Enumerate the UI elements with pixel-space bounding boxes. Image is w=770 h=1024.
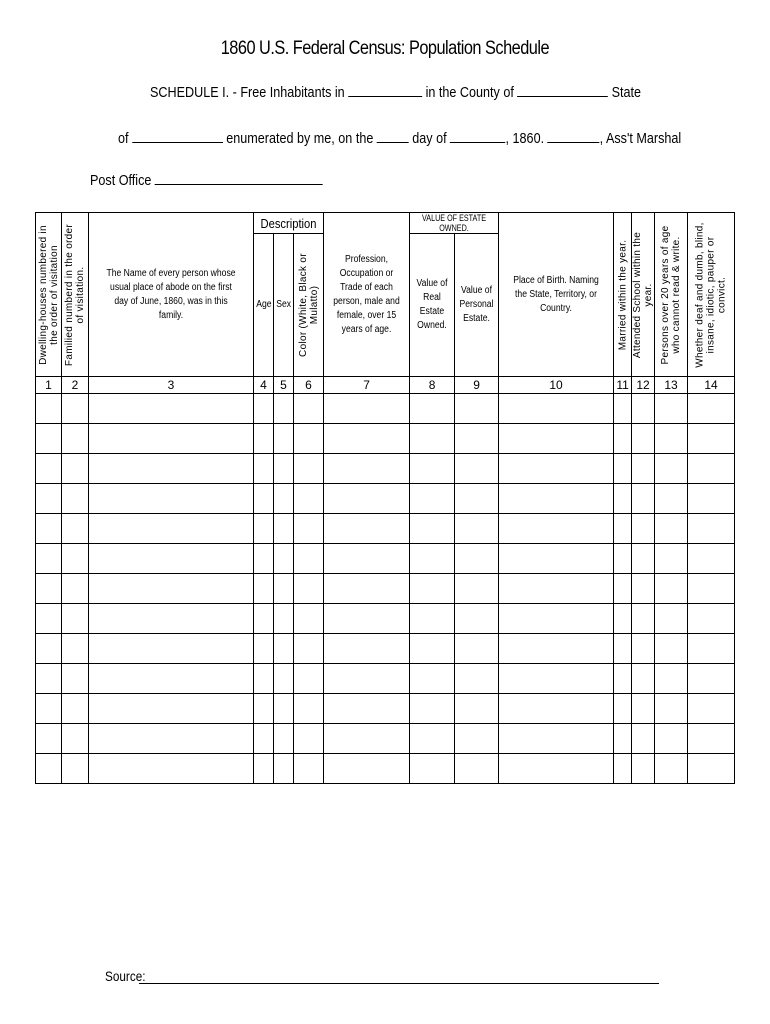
header-disability: Whether deaf and dumb, blind, insane, idiotic, pauper or convict. <box>688 213 735 377</box>
column-number: 11 <box>614 377 632 394</box>
entry-cell[interactable] <box>688 514 735 544</box>
month-blank[interactable] <box>450 130 505 143</box>
entry-cell[interactable] <box>89 604 254 634</box>
entry-cell[interactable] <box>614 424 632 454</box>
entry-cell[interactable] <box>688 424 735 454</box>
header-married: Married within the year. <box>614 213 632 377</box>
enumeration-line <box>118 130 770 147</box>
entry-cell[interactable] <box>62 574 89 604</box>
entry-cell[interactable] <box>499 604 614 634</box>
entry-cell[interactable] <box>655 394 688 424</box>
entry-cell[interactable] <box>62 394 89 424</box>
table-row <box>36 424 735 454</box>
entry-cell[interactable] <box>274 514 294 544</box>
entry-cell[interactable] <box>455 514 499 544</box>
entry-cell[interactable] <box>62 544 89 574</box>
entry-cell[interactable] <box>499 394 614 424</box>
entry-cell[interactable] <box>324 424 410 454</box>
entry-cell[interactable] <box>410 484 455 514</box>
entry-cell[interactable] <box>254 484 274 514</box>
entry-cell[interactable] <box>89 724 254 754</box>
entry-cell[interactable] <box>632 514 655 544</box>
entry-cell[interactable] <box>499 754 614 784</box>
entry-cell[interactable] <box>632 754 655 784</box>
header-dwelling: Dwelling-houses numbered in the order of visitation <box>36 213 62 377</box>
entry-cell[interactable] <box>62 424 89 454</box>
table-row <box>36 634 735 664</box>
entry-cell[interactable] <box>455 724 499 754</box>
column-number: 9 <box>455 377 499 394</box>
entry-cell[interactable] <box>499 694 614 724</box>
entry-cell[interactable] <box>499 664 614 694</box>
entry-cell[interactable] <box>62 664 89 694</box>
entry-cell[interactable] <box>36 394 62 424</box>
entry-cell[interactable] <box>89 484 254 514</box>
post-office-label: Post Office <box>90 172 152 189</box>
entry-cell[interactable] <box>294 544 324 574</box>
entry-cell[interactable] <box>254 394 274 424</box>
entry-cell[interactable] <box>36 424 62 454</box>
table-row <box>36 694 735 724</box>
entry-cell[interactable] <box>62 604 89 634</box>
table-row <box>36 664 735 694</box>
entry-cell[interactable] <box>324 634 410 664</box>
entry-cell[interactable] <box>324 514 410 544</box>
header-real-estate: Value of Real Estate Owned. <box>410 234 455 377</box>
entry-cell[interactable] <box>688 754 735 784</box>
entry-cell[interactable] <box>62 454 89 484</box>
entry-cell[interactable] <box>499 724 614 754</box>
entry-cell[interactable] <box>36 454 62 484</box>
header-profession: Profession, Occupation or Trade of each person, male and female, over 15 years of age. <box>324 213 410 377</box>
entry-cell[interactable] <box>455 694 499 724</box>
entry-cell[interactable] <box>410 514 455 544</box>
schedule-line <box>150 84 735 101</box>
entry-cell[interactable] <box>274 724 294 754</box>
entry-cell[interactable] <box>632 454 655 484</box>
entry-cell[interactable] <box>254 514 274 544</box>
enumerated-label: enumerated by me, on the <box>226 130 374 147</box>
column-number: 2 <box>62 377 89 394</box>
entry-cell[interactable] <box>294 754 324 784</box>
entry-cell[interactable] <box>324 724 410 754</box>
entry-cell[interactable] <box>294 604 324 634</box>
entry-cell[interactable] <box>324 394 410 424</box>
entry-cell[interactable] <box>274 394 294 424</box>
entry-cell[interactable] <box>294 424 324 454</box>
source-blank[interactable] <box>139 971 659 984</box>
entry-cell[interactable] <box>455 604 499 634</box>
entry-cell[interactable] <box>688 634 735 664</box>
header-name: The Name of every person whose usual place of abode on the first day of June, 1860, was in this family. <box>89 213 254 377</box>
column-number: 1 <box>36 377 62 394</box>
county-blank[interactable] <box>517 84 608 97</box>
entry-cell[interactable] <box>294 664 324 694</box>
entry-cell[interactable] <box>324 664 410 694</box>
post-office-line <box>90 172 367 189</box>
entry-cell[interactable] <box>410 544 455 574</box>
entry-cell[interactable] <box>410 424 455 454</box>
entry-cell[interactable] <box>632 694 655 724</box>
entry-cell[interactable] <box>89 394 254 424</box>
entry-cell[interactable] <box>36 604 62 634</box>
entry-cell[interactable] <box>294 484 324 514</box>
entry-cell[interactable] <box>36 694 62 724</box>
entry-cell[interactable] <box>655 634 688 664</box>
table-row <box>36 514 735 544</box>
entry-cell[interactable] <box>614 484 632 514</box>
entry-cell[interactable] <box>324 604 410 634</box>
entry-cell[interactable] <box>254 754 274 784</box>
entry-cell[interactable] <box>655 754 688 784</box>
entry-cell[interactable] <box>614 454 632 484</box>
entry-cell[interactable] <box>655 724 688 754</box>
entry-cell[interactable] <box>632 544 655 574</box>
entry-cell[interactable] <box>655 574 688 604</box>
marshal-blank[interactable] <box>548 130 600 143</box>
entry-cell[interactable] <box>688 544 735 574</box>
column-number: 13 <box>655 377 688 394</box>
entry-cell[interactable] <box>62 694 89 724</box>
entry-cell[interactable] <box>36 664 62 694</box>
header-estate: VALUE OF ESTATE OWNED. <box>410 213 499 234</box>
entry-cell[interactable] <box>410 604 455 634</box>
entry-cell[interactable] <box>688 394 735 424</box>
page-title: 1860 U.S. Federal Census: Population Schedule <box>220 38 550 59</box>
entry-cell[interactable] <box>294 694 324 724</box>
entry-cell[interactable] <box>89 514 254 544</box>
entry-cell[interactable] <box>688 574 735 604</box>
entry-cell[interactable] <box>324 484 410 514</box>
entry-cell[interactable] <box>688 604 735 634</box>
entry-cell[interactable] <box>499 514 614 544</box>
entry-cell[interactable] <box>614 544 632 574</box>
entry-cell[interactable] <box>274 544 294 574</box>
entry-cell[interactable] <box>455 574 499 604</box>
entry-cell[interactable] <box>499 634 614 664</box>
entry-cell[interactable] <box>274 634 294 664</box>
entry-cell[interactable] <box>274 424 294 454</box>
entry-cell[interactable] <box>614 394 632 424</box>
entry-cell[interactable] <box>655 664 688 694</box>
entry-cell[interactable] <box>655 484 688 514</box>
of-label: of <box>118 130 129 147</box>
entry-cell[interactable] <box>254 544 274 574</box>
entry-cell[interactable] <box>455 394 499 424</box>
schedule-prefix: SCHEDULE I. - Free Inhabitants in <box>150 84 345 101</box>
header-sex: Sex <box>274 234 294 377</box>
column-number: 3 <box>89 377 254 394</box>
day-blank[interactable] <box>377 130 409 143</box>
entry-cell[interactable] <box>62 754 89 784</box>
header-row <box>36 213 735 234</box>
column-number: 8 <box>410 377 455 394</box>
data-rows <box>36 394 735 784</box>
entry-cell[interactable] <box>499 484 614 514</box>
entry-cell[interactable] <box>632 724 655 754</box>
entry-cell[interactable] <box>294 454 324 484</box>
entry-cell[interactable] <box>62 724 89 754</box>
header-description: Description <box>254 213 324 234</box>
entry-cell[interactable] <box>274 664 294 694</box>
entry-cell[interactable] <box>89 544 254 574</box>
entry-cell[interactable] <box>632 574 655 604</box>
entry-cell[interactable] <box>632 604 655 634</box>
entry-cell[interactable] <box>655 544 688 574</box>
entry-cell[interactable] <box>36 544 62 574</box>
entry-cell[interactable] <box>254 694 274 724</box>
table-row <box>36 394 735 424</box>
column-number: 12 <box>632 377 655 394</box>
post-office-blank[interactable] <box>155 172 323 185</box>
entry-cell[interactable] <box>499 544 614 574</box>
entry-cell[interactable] <box>62 634 89 664</box>
entry-cell[interactable] <box>36 574 62 604</box>
entry-cell[interactable] <box>614 634 632 664</box>
state-label: State <box>611 84 642 101</box>
entry-cell[interactable] <box>274 604 294 634</box>
column-number: 7 <box>324 377 410 394</box>
entry-cell[interactable] <box>655 694 688 724</box>
entry-cell[interactable] <box>254 574 274 604</box>
entry-cell[interactable] <box>89 634 254 664</box>
entry-cell[interactable] <box>614 514 632 544</box>
year-label: , 1860. <box>505 130 545 147</box>
marshal-label: , Ass't Marshal <box>599 130 682 147</box>
table-row <box>36 484 735 514</box>
entry-cell[interactable] <box>655 454 688 484</box>
table-row <box>36 604 735 634</box>
entry-cell[interactable] <box>655 604 688 634</box>
source-line <box>105 968 153 984</box>
county-label: in the County of <box>425 84 514 101</box>
entry-cell[interactable] <box>36 724 62 754</box>
column-number: 6 <box>294 377 324 394</box>
entry-cell[interactable] <box>89 694 254 724</box>
table-row <box>36 724 735 754</box>
entry-cell[interactable] <box>36 634 62 664</box>
entry-cell[interactable] <box>324 694 410 724</box>
entry-cell[interactable] <box>89 664 254 694</box>
entry-cell[interactable] <box>410 754 455 784</box>
entry-cell[interactable] <box>294 514 324 544</box>
entry-cell[interactable] <box>655 514 688 544</box>
table-row <box>36 454 735 484</box>
table-row <box>36 544 735 574</box>
entry-cell[interactable] <box>688 664 735 694</box>
entry-cell[interactable] <box>274 484 294 514</box>
entry-cell[interactable] <box>614 724 632 754</box>
entry-cell[interactable] <box>632 484 655 514</box>
header-illiterate: Persons over 20 years of age who cannot read & write. <box>655 213 688 377</box>
entry-cell[interactable] <box>455 634 499 664</box>
entry-cell[interactable] <box>294 724 324 754</box>
column-number: 10 <box>499 377 614 394</box>
header-color: Color (White, Black or Mulatto) <box>294 234 324 377</box>
entry-cell[interactable] <box>499 454 614 484</box>
entry-cell[interactable] <box>324 574 410 604</box>
entry-cell[interactable] <box>455 454 499 484</box>
entry-cell[interactable] <box>294 574 324 604</box>
day-label: day of <box>412 130 447 147</box>
entry-cell[interactable] <box>274 754 294 784</box>
entry-cell[interactable] <box>410 574 455 604</box>
column-number: 14 <box>688 377 735 394</box>
header-birthplace: Place of Birth. Naming the State, Territory, or Country. <box>499 213 614 377</box>
entry-cell[interactable] <box>62 514 89 544</box>
entry-cell[interactable] <box>324 754 410 784</box>
header-school: Attended School within the year. <box>632 213 655 377</box>
entry-cell[interactable] <box>89 574 254 604</box>
entry-cell[interactable] <box>410 724 455 754</box>
entry-cell[interactable] <box>614 664 632 694</box>
entry-cell[interactable] <box>455 544 499 574</box>
column-number: 4 <box>254 377 274 394</box>
table-row <box>36 754 735 784</box>
entry-cell[interactable] <box>274 454 294 484</box>
entry-cell[interactable] <box>655 424 688 454</box>
entry-cell[interactable] <box>89 424 254 454</box>
census-table <box>35 212 735 784</box>
entry-cell[interactable] <box>410 634 455 664</box>
entry-cell[interactable] <box>632 634 655 664</box>
header-families: Familied numberd in the order of visitation. <box>62 213 89 377</box>
entry-cell[interactable] <box>632 424 655 454</box>
entry-cell[interactable] <box>254 454 274 484</box>
entry-cell[interactable] <box>499 574 614 604</box>
entry-cell[interactable] <box>455 664 499 694</box>
of-blank[interactable] <box>132 130 223 143</box>
column-number-row <box>36 377 735 394</box>
header-age: Age <box>254 234 274 377</box>
entry-cell[interactable] <box>294 634 324 664</box>
entry-cell[interactable] <box>499 424 614 454</box>
entry-cell[interactable] <box>688 694 735 724</box>
entry-cell[interactable] <box>294 394 324 424</box>
inhabitants-blank[interactable] <box>348 84 422 97</box>
entry-cell[interactable] <box>614 754 632 784</box>
entry-cell[interactable] <box>688 484 735 514</box>
entry-cell[interactable] <box>455 754 499 784</box>
entry-cell[interactable] <box>410 394 455 424</box>
entry-cell[interactable] <box>614 574 632 604</box>
entry-cell[interactable] <box>254 424 274 454</box>
entry-cell[interactable] <box>324 454 410 484</box>
entry-cell[interactable] <box>324 544 410 574</box>
entry-cell[interactable] <box>632 664 655 694</box>
entry-cell[interactable] <box>274 694 294 724</box>
entry-cell[interactable] <box>614 604 632 634</box>
entry-cell[interactable] <box>455 484 499 514</box>
source-label: Source: <box>105 968 146 984</box>
entry-cell[interactable] <box>410 664 455 694</box>
entry-cell[interactable] <box>36 484 62 514</box>
header-personal-estate: Value of Personal Estate. <box>455 234 499 377</box>
entry-cell[interactable] <box>36 514 62 544</box>
entry-cell[interactable] <box>632 394 655 424</box>
entry-cell[interactable] <box>254 634 274 664</box>
entry-cell[interactable] <box>89 454 254 484</box>
entry-cell[interactable] <box>688 454 735 484</box>
entry-cell[interactable] <box>254 664 274 694</box>
column-number: 5 <box>274 377 294 394</box>
entry-cell[interactable] <box>36 754 62 784</box>
entry-cell[interactable] <box>62 484 89 514</box>
entry-cell[interactable] <box>688 724 735 754</box>
entry-cell[interactable] <box>254 604 274 634</box>
entry-cell[interactable] <box>274 574 294 604</box>
entry-cell[interactable] <box>410 694 455 724</box>
entry-cell[interactable] <box>410 454 455 484</box>
entry-cell[interactable] <box>614 694 632 724</box>
table-row <box>36 574 735 604</box>
entry-cell[interactable] <box>254 724 274 754</box>
entry-cell[interactable] <box>89 754 254 784</box>
entry-cell[interactable] <box>455 424 499 454</box>
